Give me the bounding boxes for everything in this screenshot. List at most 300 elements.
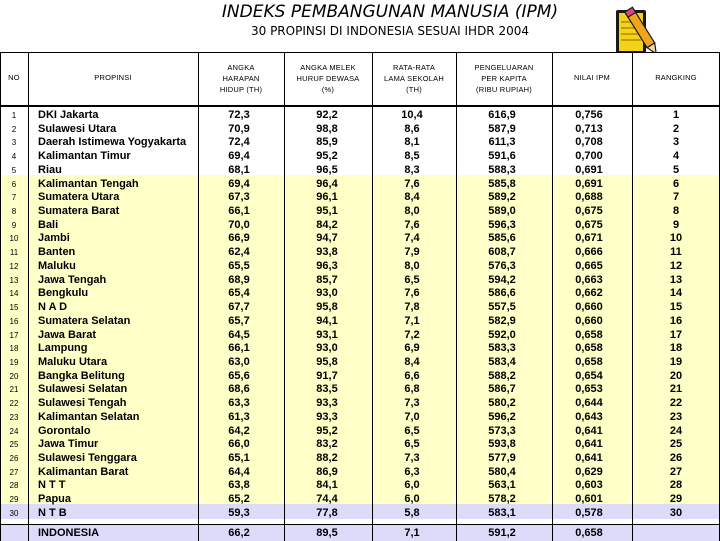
cell-rank: 27	[669, 465, 683, 478]
cell-amh: 86,9	[316, 465, 338, 478]
cell-prov: DKI Jakarta	[38, 109, 99, 121]
cell-rank: 26	[669, 452, 683, 464]
cell-rank: 1	[672, 109, 680, 121]
cell-ahh: 63,8	[228, 479, 250, 492]
cell-ipm: 0,654	[575, 369, 603, 382]
cell-prov: Sumatera Selatan	[38, 314, 131, 327]
cell-ipm: 0,653	[575, 383, 603, 396]
cell-rank: 23	[669, 410, 683, 423]
table-row	[0, 136, 720, 149]
cell-rank: 11	[670, 246, 682, 259]
col-line-6	[552, 53, 553, 541]
cell-ipm: 0,675	[575, 218, 603, 231]
cell-rank: 16	[669, 314, 683, 327]
header-rank: RANGKING	[655, 73, 697, 82]
cell-amh: 83,2	[316, 438, 338, 451]
cell-pp: 591,6	[488, 150, 516, 163]
cell-ipm: 0,708	[575, 136, 603, 149]
cell-ahh: 59,3	[228, 506, 250, 519]
cell-ahh: 65,1	[228, 452, 250, 464]
table-row	[0, 356, 720, 369]
header-amh-2: HURUF DEWASA	[296, 74, 360, 83]
cell-no: 18	[9, 344, 19, 354]
cell-rls: 8,4	[404, 355, 420, 368]
cell-ahh: 72,4	[228, 136, 250, 149]
cell-rank: 9	[672, 218, 680, 231]
cell-rank: 29	[669, 493, 683, 506]
cell-no: 19	[9, 357, 19, 367]
table-row	[0, 411, 720, 424]
cell-prov: Jambi	[38, 232, 70, 245]
cell-amh: 95,1	[316, 205, 338, 218]
cell-pp: 580,4	[488, 465, 516, 478]
table-row	[0, 479, 720, 492]
cell-pp: 589,2	[488, 191, 516, 204]
cell-ipm: 0,660	[575, 301, 603, 314]
table-row	[0, 507, 720, 520]
cell-amh: 96,3	[316, 259, 338, 272]
cell-ahh: 69,4	[228, 150, 250, 163]
cell-rls: 8,4	[404, 191, 420, 204]
cell-rls: 8,1	[404, 136, 420, 149]
cell-ipm: 0,713	[575, 122, 603, 135]
cell-no: 13	[9, 275, 19, 285]
header-amh-1: ANGKA MELEK	[300, 63, 356, 72]
table-row	[0, 123, 720, 136]
cell-pp: 596,2	[488, 410, 516, 423]
cell-ahh: 66,0	[228, 438, 250, 451]
cell-rank: 21	[669, 383, 683, 396]
cell-rls: 7,6	[404, 287, 420, 300]
cell-ahh: 64,5	[228, 328, 250, 341]
cell-ahh: 65,5	[228, 259, 250, 272]
cell-rank: 7	[672, 191, 680, 204]
cell-ahh: 66,1	[228, 205, 250, 218]
cell-amh: 94,7	[316, 232, 338, 245]
cell-ipm: 0,644	[575, 397, 603, 410]
table-row	[0, 383, 720, 396]
cell-prov: Daerah Istimewa Yogyakarta	[38, 136, 187, 149]
header-prov: PROPINSI	[94, 73, 132, 82]
cell-rank: 24	[669, 424, 683, 437]
cell-rls: 8,3	[404, 163, 420, 176]
cell-prov: Kalimantan Selatan	[38, 410, 140, 423]
cell-rls: 6,0	[404, 493, 420, 506]
cell-prov: N A D	[38, 301, 68, 314]
cell-ahh: 63,3	[228, 397, 250, 410]
cell-prov: N T B	[38, 506, 67, 519]
cell-rank: 22	[669, 397, 683, 410]
cell-no: 9	[11, 220, 17, 230]
cell-rank: 10	[669, 232, 683, 245]
cell-no: 3	[11, 138, 17, 148]
table-row	[0, 370, 720, 383]
cell-prov: Riau	[38, 163, 62, 176]
cell-rls: 8,0	[404, 205, 420, 218]
cell-rank: 18	[669, 342, 683, 355]
table-row	[0, 329, 720, 342]
separator-total	[0, 524, 720, 525]
cell-pp: 577,9	[488, 452, 516, 464]
cell-amh: 96,5	[316, 163, 338, 176]
cell-ipm: 0,691	[575, 177, 603, 190]
cell-pp: 576,3	[488, 259, 516, 272]
table-row	[0, 466, 720, 479]
table-row	[0, 342, 720, 355]
cell-pp: 578,2	[488, 493, 516, 506]
cell-amh: 93,0	[316, 342, 338, 355]
cell-ahh: 66,1	[228, 342, 250, 355]
cell-rls: 8,5	[404, 150, 420, 163]
cell-rank: 30	[669, 506, 683, 519]
cell-rls: 7,2	[404, 328, 420, 341]
cell-ipm: 0,603	[575, 479, 603, 492]
cell-prov: Kalimantan Barat	[38, 465, 129, 478]
table-row	[0, 260, 720, 273]
table-row	[0, 301, 720, 314]
cell-rank: 5	[672, 163, 680, 176]
cell-amh: 96,4	[316, 177, 338, 190]
cell-prov: Sulawesi Selatan	[38, 383, 128, 396]
cell-rank: 3	[672, 136, 680, 149]
cell-no: 17	[9, 330, 19, 340]
cell-no: 11	[9, 248, 19, 258]
cell-ipm: 0,658	[575, 342, 603, 355]
cell-rank: 2	[672, 122, 680, 135]
cell-ipm: 0,671	[575, 232, 603, 245]
cell-amh: 92,2	[316, 109, 338, 121]
cell-no: 27	[9, 467, 19, 477]
cell-rls: 7,1	[404, 314, 420, 327]
header-ahh-3: HIDUP (TH)	[219, 85, 263, 94]
cell-pp: 557,5	[488, 301, 516, 314]
cell-rls: 7,4	[404, 232, 420, 245]
total-prov: INDONESIA	[38, 527, 100, 539]
col-line-3	[284, 53, 285, 541]
cell-pp: 608,7	[488, 246, 516, 259]
header-pp-2: PER KAPITA	[481, 74, 527, 83]
table-row	[0, 315, 720, 328]
cell-amh: 93,3	[316, 410, 338, 423]
header-no: NO	[8, 73, 20, 82]
cell-ahh: 65,4	[228, 287, 250, 300]
cell-ipm: 0,666	[575, 246, 603, 259]
cell-amh: 85,7	[316, 273, 338, 286]
cell-ipm: 0,663	[575, 273, 603, 286]
cell-prov: Bangka Belitung	[38, 369, 125, 382]
ipm-table	[0, 52, 720, 541]
cell-rank: 19	[669, 355, 683, 368]
cell-no: 25	[9, 440, 19, 450]
cell-ipm: 0,665	[575, 259, 603, 272]
table-row	[0, 287, 720, 300]
cell-prov: Maluku Utara	[38, 355, 108, 368]
cell-amh: 84,2	[316, 218, 338, 231]
table-row	[0, 150, 720, 163]
cell-rls: 6,3	[404, 465, 420, 478]
cell-no: 15	[9, 303, 19, 313]
cell-ipm: 0,658	[575, 355, 603, 368]
cell-pp: 588,2	[488, 369, 516, 382]
cell-rank: 8	[672, 205, 680, 218]
cell-ipm: 0,641	[575, 438, 603, 451]
cell-prov: Jawa Timur	[38, 438, 99, 451]
cell-no: 21	[9, 385, 19, 395]
cell-ahh: 68,6	[228, 383, 250, 396]
cell-rank: 6	[672, 177, 680, 190]
cell-no: 2	[11, 124, 17, 134]
cell-prov: Jawa Tengah	[38, 273, 107, 286]
cell-prov: Sulawesi Tenggara	[38, 452, 137, 464]
cell-ahh: 67,3	[228, 191, 250, 204]
cell-prov: Lampung	[38, 342, 88, 355]
cell-ipm: 0,700	[575, 150, 603, 163]
cell-pp: 586,6	[488, 287, 516, 300]
cell-no: 26	[9, 454, 19, 463]
cell-ahh: 65,2	[228, 493, 250, 506]
cell-amh: 93,3	[316, 397, 338, 410]
page-title: INDEKS PEMBANGUNAN MANUSIA (IPM)	[221, 2, 559, 22]
cell-ahh: 66,9	[228, 232, 250, 245]
cell-ahh: 65,6	[228, 369, 250, 382]
cell-ipm: 0,662	[575, 287, 603, 300]
cell-no: 29	[9, 495, 19, 505]
cell-pp: 580,2	[488, 397, 516, 410]
cell-rls: 10,4	[401, 109, 423, 121]
cell-pp: 583,4	[488, 355, 516, 368]
cell-ahh: 65,7	[228, 314, 250, 327]
cell-no: 7	[11, 193, 17, 203]
cell-no: 5	[11, 165, 17, 175]
col-line-0	[0, 53, 1, 541]
table-row	[0, 109, 720, 122]
cell-ipm: 0,641	[575, 424, 603, 437]
cell-pp: 573,3	[488, 424, 516, 437]
cell-no: 28	[9, 481, 19, 491]
cell-prov: N T T	[38, 479, 66, 492]
header-pp-1: PENGELUARAN	[474, 63, 534, 72]
table-header	[0, 53, 720, 107]
cell-rank: 28	[669, 479, 683, 492]
col-line-1	[28, 53, 29, 541]
cell-no: 12	[9, 261, 19, 271]
cell-pp: 588,3	[488, 163, 516, 176]
cell-no: 16	[9, 316, 19, 326]
header-amh-3: (%)	[321, 85, 335, 94]
cell-ipm: 0,629	[575, 465, 603, 478]
page-subtitle: 30 PROPINSI DI INDONESIA SESUAI IHDR 2004	[250, 24, 529, 38]
cell-rank: 17	[669, 328, 683, 341]
cell-no: 1	[11, 111, 17, 120]
cell-ahh: 64,2	[228, 424, 250, 437]
cell-ahh: 72,3	[228, 109, 250, 121]
cell-amh: 95,2	[316, 150, 338, 163]
cell-amh: 95,8	[316, 355, 338, 368]
table-row	[0, 274, 720, 287]
cell-prov: Sumatera Barat	[38, 205, 120, 218]
cell-prov: Kalimantan Tengah	[38, 177, 139, 190]
cell-rls: 6,9	[404, 342, 420, 355]
cell-pp: 596,3	[488, 218, 516, 231]
table-row	[0, 452, 720, 465]
cell-prov: Bali	[38, 218, 59, 231]
table-row	[0, 246, 720, 259]
cell-pp: 587,9	[488, 122, 516, 135]
header-rls-1: RATA-RATA	[392, 63, 436, 72]
cell-no: 23	[9, 412, 19, 422]
header-rls-3: (TH)	[406, 85, 422, 94]
table-row	[0, 232, 720, 245]
col-line-2	[198, 53, 199, 541]
cell-no: 14	[9, 289, 19, 299]
cell-amh: 98,8	[316, 122, 338, 135]
cell-rls: 5,8	[404, 506, 420, 519]
cell-pp: 592,0	[488, 328, 516, 341]
cell-ahh: 68,9	[228, 273, 250, 286]
table-row	[0, 219, 720, 232]
cell-ahh: 70,9	[228, 122, 250, 135]
cell-no: 20	[9, 371, 19, 381]
cell-amh: 93,8	[316, 246, 338, 259]
cell-ahh: 61,3	[228, 410, 250, 423]
header-rls-2: LAMA SEKOLAH	[384, 74, 444, 83]
cell-pp: 583,3	[488, 342, 516, 355]
cell-amh: 94,1	[316, 314, 338, 327]
cell-no: 6	[11, 179, 17, 189]
total-row	[0, 527, 720, 540]
cell-rls: 8,6	[404, 122, 420, 135]
cell-rls: 6,5	[404, 438, 420, 451]
cell-ipm: 0,756	[575, 109, 603, 121]
cell-rank: 4	[672, 150, 680, 163]
cell-rls: 7,6	[404, 177, 420, 190]
table-row	[0, 178, 720, 191]
cell-pp: 616,9	[488, 109, 516, 121]
cell-pp: 583,1	[488, 506, 516, 519]
cell-rls: 6,5	[404, 424, 420, 437]
table-row	[0, 164, 720, 177]
cell-amh: 95,2	[316, 424, 338, 437]
cell-no: 10	[9, 234, 19, 244]
cell-prov: Kalimantan Timur	[38, 150, 131, 163]
cell-amh: 88,2	[316, 452, 338, 464]
table-row	[0, 205, 720, 218]
cell-pp: 585,8	[488, 177, 516, 190]
cell-no: 24	[9, 426, 19, 436]
cell-pp: 586,7	[488, 383, 516, 396]
cell-ipm: 0,601	[575, 493, 603, 506]
cell-no: 30	[9, 508, 19, 518]
cell-amh: 95,8	[316, 301, 338, 314]
cell-pp: 594,2	[488, 273, 516, 286]
cell-ipm: 0,675	[575, 205, 603, 218]
cell-rls: 7,9	[404, 246, 420, 259]
total-amh: 89,5	[316, 527, 338, 539]
header-ipm: NILAI IPM	[574, 73, 610, 82]
cell-prov: Gorontalo	[38, 424, 91, 437]
cell-pp: 582,9	[488, 314, 516, 327]
cell-amh: 96,1	[316, 191, 338, 204]
cell-rank: 20	[669, 369, 683, 382]
cell-rls: 7,8	[404, 301, 420, 314]
cell-ipm: 0,578	[575, 506, 603, 519]
col-line-7	[632, 53, 633, 541]
cell-ahh: 67,7	[228, 301, 250, 314]
cell-rls: 7,6	[404, 218, 420, 231]
cell-no: 8	[11, 207, 17, 217]
cell-ipm: 0,688	[575, 191, 603, 204]
cell-prov: Banten	[38, 246, 76, 259]
cell-ipm: 0,641	[575, 452, 603, 464]
cell-pp: 589,0	[488, 205, 516, 218]
table-row	[0, 438, 720, 451]
cell-rls: 7,0	[404, 410, 420, 423]
cell-prov: Sumatera Utara	[38, 191, 120, 204]
cell-ipm: 0,660	[575, 314, 603, 327]
total-ipm: 0,658	[575, 527, 603, 539]
cell-rls: 6,0	[404, 479, 420, 492]
cell-ipm: 0,691	[575, 163, 603, 176]
cell-rank: 25	[669, 438, 683, 451]
cell-pp: 563,1	[488, 479, 516, 492]
cell-prov: Sulawesi Utara	[38, 122, 117, 135]
cell-ahh: 70,0	[228, 218, 250, 231]
cell-amh: 77,8	[316, 506, 338, 519]
cell-amh: 93,0	[316, 287, 338, 300]
cell-rank: 12	[669, 259, 683, 272]
cell-amh: 83,5	[316, 383, 338, 396]
header-ahh-1: ANGKA	[227, 63, 255, 72]
cell-prov: Papua	[38, 493, 72, 506]
cell-amh: 84,1	[316, 479, 338, 492]
cell-prov: Jawa Barat	[38, 328, 97, 341]
header-ahh-2: HARAPAN	[222, 74, 260, 83]
cell-amh: 74,4	[316, 493, 338, 506]
header-pp-3: (RIBU RUPIAH)	[476, 85, 532, 94]
cell-rank: 14	[669, 287, 683, 300]
cell-pp: 585,6	[488, 232, 516, 245]
table-row	[0, 191, 720, 204]
total-ahh: 66,2	[228, 527, 250, 539]
cell-pp: 611,3	[488, 136, 516, 149]
cell-rank: 15	[669, 301, 683, 314]
cell-pp: 593,8	[488, 438, 516, 451]
col-line-5	[456, 53, 457, 541]
cell-prov: Maluku	[38, 259, 76, 272]
cell-amh: 91,7	[316, 369, 338, 382]
cell-rls: 7,3	[404, 452, 420, 464]
cell-ahh: 63,0	[228, 355, 250, 368]
cell-ahh: 64,4	[228, 465, 250, 478]
cell-ipm: 0,658	[575, 328, 603, 341]
cell-no: 4	[11, 152, 17, 162]
cell-rank: 13	[669, 273, 683, 286]
cell-prov: Bengkulu	[38, 287, 89, 300]
cell-rls: 6,5	[404, 273, 420, 286]
table-row	[0, 397, 720, 410]
cell-rls: 6,8	[404, 383, 420, 396]
cell-amh: 85,9	[316, 136, 338, 149]
cell-rls: 6,6	[404, 369, 420, 382]
cell-no: 22	[9, 399, 19, 409]
table-row	[0, 425, 720, 438]
col-line-4	[372, 53, 373, 541]
cell-amh: 93,1	[316, 328, 338, 341]
total-rls: 7,1	[404, 527, 420, 539]
cell-prov: Sulawesi Tengah	[38, 397, 127, 410]
total-pp: 591,2	[488, 527, 516, 539]
cell-ipm: 0,643	[575, 410, 603, 423]
